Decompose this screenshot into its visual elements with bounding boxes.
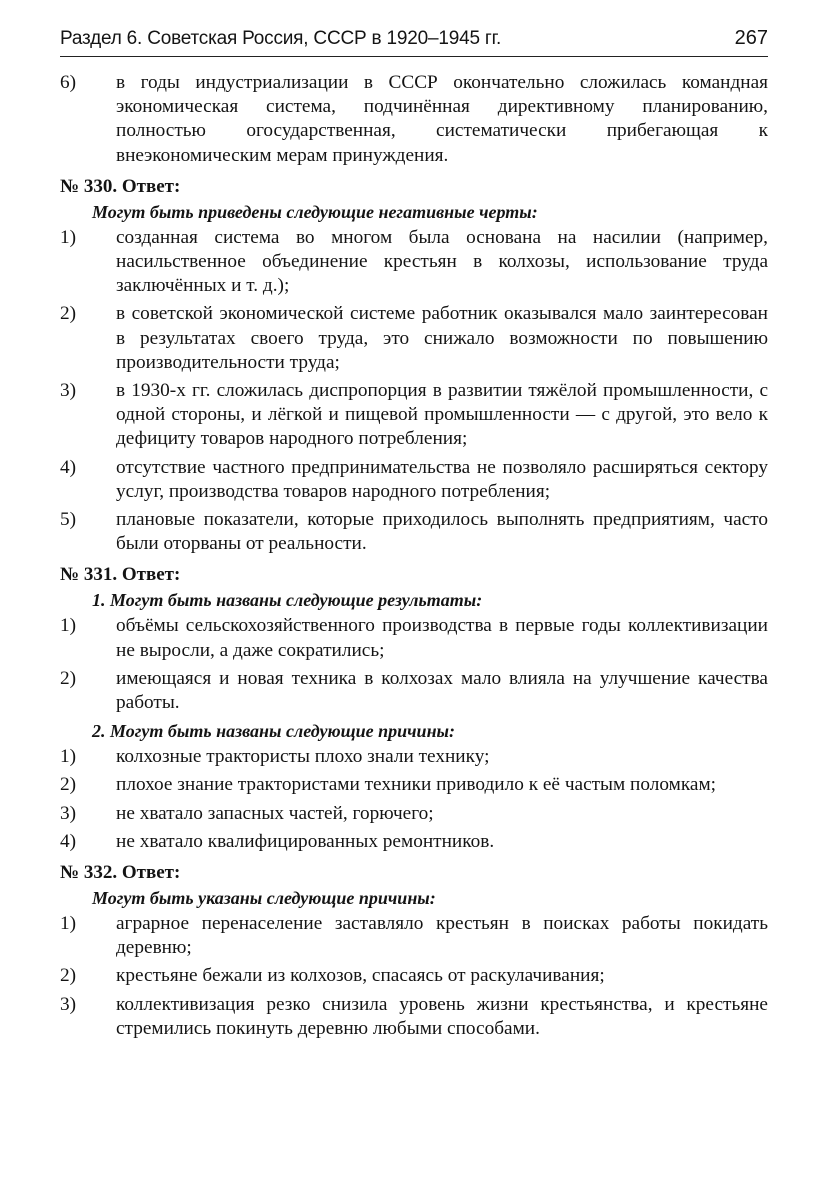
item-text: не хватало квалифицированных ремонтников. — [116, 830, 495, 852]
section-title: Раздел 6. Советская Россия, СССР в 1920–1945 гг. — [60, 28, 502, 49]
item-number: 2) — [60, 303, 77, 325]
item-text: коллективизация резко снизила уровень жизни крестьянства, и крестьяне стремились покинуть деревню любыми способами. — [116, 993, 768, 1039]
item-text: в 1930-х гг. сложилась диспропорция в развитии тяжёлой промышленности, с одной стороны, и лёгкой и пищевой промышленности — с другой, это вело к дефициту товаров народного потребления; — [116, 380, 768, 450]
answer-heading-331: № 331. Ответ: — [60, 564, 181, 586]
list-item — [60, 745, 768, 769]
item-number: 2) — [60, 774, 77, 796]
list-item — [60, 912, 768, 960]
item-number: 3) — [60, 802, 77, 824]
answer-subheading: 1. Могут быть названы следующие результаты: — [92, 590, 483, 611]
item-number: 6) — [60, 72, 77, 93]
list-item — [60, 379, 768, 452]
item-text: объёмы сельскохозяйственного производства в первые годы коллективизации не выросли, а даже сократились; — [116, 615, 768, 661]
answer-subheading: 2. Могут быть названы следующие причины: — [92, 721, 456, 742]
item-text: отсутствие частного предпринимательства не позволяло расширяться сектору услуг, производства товаров народного потребления; — [116, 456, 768, 502]
list-item — [60, 667, 768, 715]
answer-heading-330: № 330. Ответ: — [60, 175, 181, 197]
item-number: 1) — [60, 226, 77, 248]
item-text: имеющаяся и новая техника в колхозах мало влияла на улучшение качества работы. — [116, 667, 768, 714]
list-item — [60, 302, 768, 375]
item-text: плановые показатели, которые приходилось выполнять предприятиям, часто были оторваны от реальности. — [116, 509, 768, 555]
item-number: 5) — [60, 509, 77, 531]
item-number: 2) — [60, 667, 77, 689]
answer-heading-332: № 332. Ответ: — [60, 862, 181, 884]
item-text: колхозные трактористы плохо знали технику; — [116, 746, 490, 768]
item-number: 3) — [60, 993, 77, 1015]
item-text: не хватало запасных частей, горючего; — [116, 802, 434, 824]
running-header — [60, 27, 768, 57]
item-text: в годы индустриализации в СССР окончательно сложилась командная экономическая система, подчинённая директивному планированию, полностью огосударственная, систематически прибегающая к внеэкономическим мерам принуждения. — [116, 72, 768, 166]
item-number: 1) — [60, 746, 77, 768]
item-number: 1) — [60, 615, 77, 637]
item-text: плохое знание трактористами техники приводило к её частым поломкам; — [116, 774, 717, 796]
item-number: 3) — [60, 380, 77, 402]
page-number: 267 — [734, 27, 768, 49]
item-text: в советской экономической системе работник оказывался мало заинтересован в результатах своего труда, это снижало возможности по повышению производительности труда; — [116, 303, 768, 373]
list-item — [60, 830, 768, 854]
item-number: 4) — [60, 830, 77, 852]
list-item — [60, 226, 768, 299]
list-item — [60, 508, 768, 556]
list-item — [60, 614, 768, 662]
item-number: 2) — [60, 965, 77, 987]
answer-subheading: Могут быть приведены следующие негативные черты: — [92, 201, 538, 222]
item-number: 1) — [60, 913, 77, 935]
item-text: созданная система во многом была основана на насилии (например, насильственное объединение крестьян в колхозы, использование труда заключённых и т. д.); — [116, 226, 768, 297]
page-body — [60, 71, 768, 1041]
list-item — [60, 802, 768, 826]
item-text: аграрное перенаселение заставляло крестьян в поисках работы покидать деревню; — [116, 913, 768, 959]
answer-subheading: Могут быть указаны следующие причины: — [92, 888, 436, 909]
list-item — [60, 456, 768, 504]
list-item — [60, 71, 768, 168]
list-item — [60, 964, 768, 988]
item-text: крестьяне бежали из колхозов, спасаясь от раскулачивания; — [116, 965, 605, 987]
item-number: 4) — [60, 456, 77, 478]
list-item — [60, 993, 768, 1041]
list-item — [60, 773, 768, 797]
